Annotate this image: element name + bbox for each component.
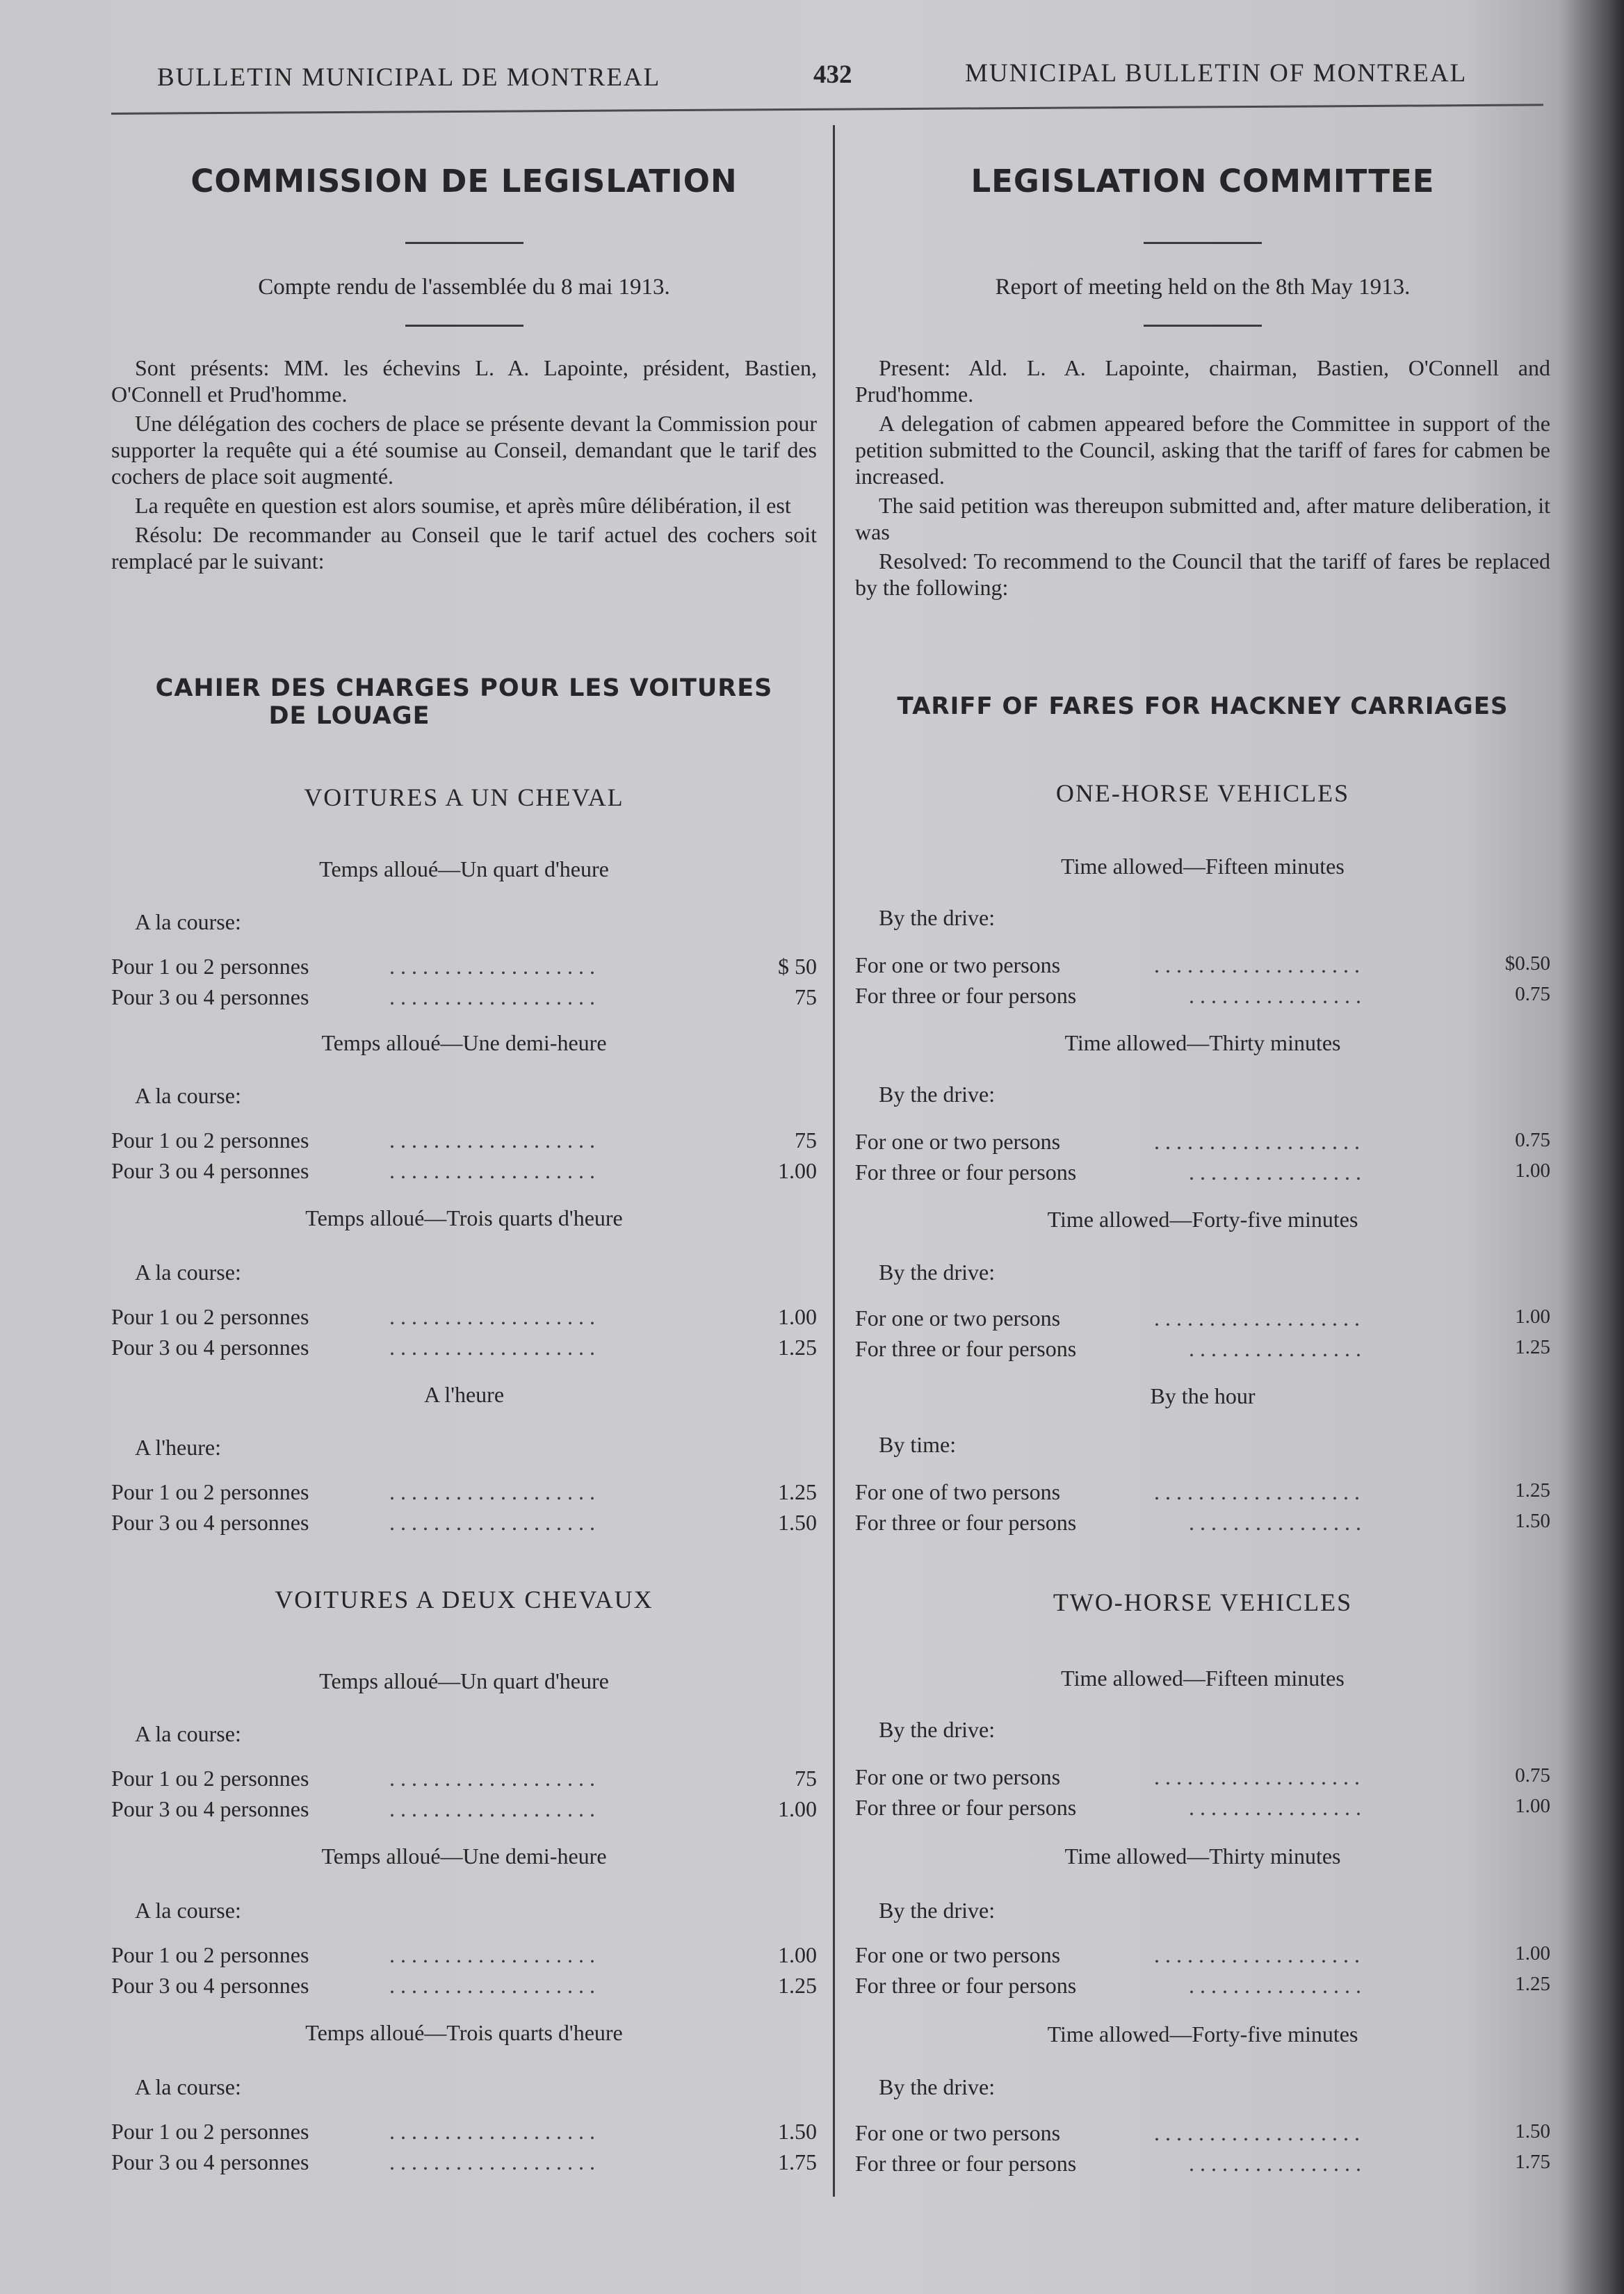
fare-row (111, 1973, 817, 2003)
fare-label: For one or two persons (855, 952, 1061, 977)
by-drive-label: A la course: (135, 2074, 241, 2099)
fare-row (111, 1158, 817, 1189)
leader-dots: ................... (389, 1158, 601, 1183)
fare-value: $ 50 (778, 954, 817, 979)
leader-dots: ................ (1189, 1510, 1367, 1535)
fare-row (855, 1160, 1550, 1190)
leader-dots: ................ (1189, 2151, 1367, 2176)
leader-dots: ................ (1189, 1795, 1367, 1820)
leader-dots: ................... (389, 954, 601, 979)
leader-dots: ................... (1154, 952, 1365, 977)
by-drive-label: By the drive: (879, 1717, 996, 1742)
leader-dots: ................ (1189, 1973, 1367, 1998)
leader-dots: ................... (389, 1304, 601, 1329)
by-drive-label: By the drive: (879, 1898, 996, 1923)
time-allowed-45: Time allowed—Forty-five minutes (1047, 2022, 1358, 2047)
time-allowed-30: Temps alloué—Une demi-heure (321, 1844, 607, 1869)
leader-dots: ................... (389, 1796, 601, 1821)
fare-value: 1.75 (1515, 2151, 1550, 2173)
by-drive-label: A la course: (135, 1083, 241, 1108)
fare-row (111, 1510, 817, 1540)
fare-row (855, 1942, 1550, 1973)
fare-label: For one of two persons (855, 1479, 1061, 1504)
subtitle-rule (405, 325, 523, 327)
fare-row (111, 984, 817, 1015)
title-rule (405, 242, 523, 244)
leader-dots: ................... (1154, 1479, 1365, 1504)
french-subtitle: Compte rendu de l'assemblée du 8 mai 1913. (258, 275, 670, 300)
tariff-heading-line: DE LOUAGE (268, 702, 430, 730)
leader-dots: ................... (389, 1510, 601, 1535)
fare-label: Pour 3 ou 4 personnes (111, 1335, 309, 1360)
leader-dots: ................... (1154, 1305, 1365, 1331)
leader-dots: ................... (389, 1942, 601, 1967)
fare-row (855, 2151, 1550, 2181)
fare-row (855, 1479, 1550, 1510)
fare-value: 75 (795, 984, 817, 1009)
by-time-label: By time: (879, 1432, 957, 1457)
page-number: 432 (813, 60, 852, 89)
fare-value: 1.25 (1515, 1336, 1550, 1358)
by-time-label: A l'heure: (135, 1435, 221, 1460)
fare-row (111, 1942, 817, 1973)
fare-row (855, 1305, 1550, 1336)
fare-value: 0.75 (1515, 983, 1550, 1005)
fare-label: For three or four persons (855, 2151, 1077, 2176)
time-allowed-15: Temps alloué—Un quart d'heure (319, 856, 609, 881)
fare-label: Pour 3 ou 4 personnes (111, 1158, 309, 1183)
fare-row (111, 1128, 817, 1158)
paragraph: A delegation of cabmen appeared before the Committee in support of the petition submitted to the Council, asking that the tariff of fares for cabmen be increased. (855, 411, 1550, 489)
fare-row (111, 1766, 817, 1796)
tariff-heading-line: CAHIER DES CHARGES POUR LES VOITURES (155, 674, 773, 702)
fare-value: 1.50 (778, 2119, 817, 2144)
by-drive-label: By the drive: (879, 905, 996, 930)
fare-value: 75 (795, 1766, 817, 1791)
fare-label: Pour 1 ou 2 personnes (111, 954, 309, 979)
leader-dots: ................... (389, 1766, 601, 1791)
english-minutes (855, 355, 1550, 601)
fare-row (855, 1764, 1550, 1795)
fare-row (855, 1336, 1550, 1367)
leader-dots: ................... (389, 984, 601, 1009)
fare-label: Pour 1 ou 2 personnes (111, 2119, 309, 2144)
fare-row (855, 2120, 1550, 2151)
french-minutes (111, 355, 817, 574)
header-english-title: MUNICIPAL BULLETIN OF MONTREAL (965, 59, 1468, 88)
by-drive-label: A la course: (135, 1721, 241, 1746)
time-allowed-30: Temps alloué—Une demi-heure (321, 1030, 607, 1055)
fare-row (111, 2149, 817, 2180)
paragraph: La requête en question est alors soumise, et après mûre délibération, il est (135, 493, 791, 518)
paragraph: Sont présents: MM. les échevins L. A. Lapointe, président, Bastien, O'Connell et Prud'homme. (111, 355, 817, 407)
fare-row (111, 1304, 817, 1335)
fare-row (855, 1795, 1550, 1825)
fare-label: Pour 1 ou 2 personnes (111, 1304, 309, 1329)
leader-dots: ................... (389, 1335, 601, 1360)
leader-dots: ................... (389, 2119, 601, 2144)
fare-value: 0.75 (1515, 1129, 1550, 1151)
header-rule (111, 104, 1543, 115)
by-the-hour-heading: A l'heure (423, 1382, 505, 1407)
time-allowed-15: Time allowed—Fifteen minutes (1061, 854, 1345, 879)
fare-row (111, 954, 817, 984)
leader-dots: ................... (389, 1128, 601, 1153)
paragraph: The said petition was thereupon submitted and, after mature deliberation, it was (855, 493, 1550, 544)
fare-value: 0.75 (1515, 1764, 1550, 1787)
fare-label: Pour 3 ou 4 personnes (111, 984, 309, 1009)
column-divider (833, 125, 835, 2197)
fare-value: 1.50 (778, 1510, 817, 1535)
fare-label: For one or two persons (855, 1129, 1061, 1154)
time-allowed-30: Time allowed—Thirty minutes (1064, 1844, 1341, 1869)
fare-row (111, 1479, 817, 1510)
time-allowed-15: Time allowed—Fifteen minutes (1061, 1666, 1345, 1691)
fare-value: 75 (795, 1128, 817, 1153)
by-drive-label: By the drive: (879, 1260, 996, 1285)
fare-value: 1.00 (778, 1796, 817, 1821)
fare-label: For three or four persons (855, 1336, 1077, 1361)
english-column (855, 153, 1550, 2176)
fare-label: For one or two persons (855, 2120, 1061, 2145)
fare-row (855, 983, 1550, 1014)
fare-label: For three or four persons (855, 1160, 1077, 1185)
french-tariff-heading (111, 674, 817, 730)
fare-value: 1.50 (1515, 1510, 1550, 1532)
fare-value: 1.25 (1515, 1479, 1550, 1502)
time-allowed-30: Time allowed—Thirty minutes (1064, 1030, 1341, 1055)
fare-value: 1.00 (778, 1304, 817, 1329)
fare-value: 1.75 (778, 2149, 817, 2174)
fare-row (855, 1973, 1550, 2003)
by-the-hour-heading: By the hour (1150, 1383, 1256, 1408)
leader-dots: ................... (1154, 1764, 1365, 1789)
leader-dots: ................ (1189, 1160, 1367, 1185)
fare-label: For three or four persons (855, 1795, 1077, 1820)
fare-value: 1.00 (1515, 1160, 1550, 1182)
fare-row (855, 1510, 1550, 1540)
paragraph: Resolved: To recommend to the Council that the tariff of fares be replaced by the following: (855, 548, 1550, 600)
fare-label: For three or four persons (855, 1973, 1077, 1998)
one-horse-heading: ONE-HORSE VEHICLES (1055, 779, 1350, 807)
by-drive-label: A la course: (135, 909, 241, 934)
by-drive-label: By the drive: (879, 2074, 996, 2099)
leader-dots: ................... (389, 2149, 601, 2174)
fare-row (855, 1129, 1550, 1160)
fare-value: 1.25 (778, 1973, 817, 1998)
leader-dots: ................... (1154, 1942, 1365, 1967)
fare-label: Pour 1 ou 2 personnes (111, 1942, 309, 1967)
fare-label: Pour 1 ou 2 personnes (111, 1128, 309, 1153)
by-drive-label: By the drive: (879, 1082, 996, 1107)
fare-label: Pour 3 ou 4 personnes (111, 1510, 309, 1535)
fare-value: 1.50 (1515, 2120, 1550, 2142)
english-subtitle: Report of meeting held on the 8th May 1913. (995, 275, 1411, 300)
time-allowed-45: Temps alloué—Trois quarts d'heure (305, 1205, 623, 1230)
fare-label: For three or four persons (855, 1510, 1077, 1535)
fare-label: For one or two persons (855, 1764, 1061, 1789)
by-drive-label: A la course: (135, 1898, 241, 1923)
one-horse-heading: VOITURES A UN CHEVAL (304, 783, 624, 811)
fare-label: Pour 3 ou 4 personnes (111, 1973, 309, 1998)
fare-label: Pour 1 ou 2 personnes (111, 1766, 309, 1791)
fare-value: $0.50 (1504, 952, 1550, 975)
subtitle-rule (1144, 325, 1262, 327)
fare-value: 1.00 (1515, 1942, 1550, 1964)
french-title: COMMISSION DE LEGISLATION (190, 163, 738, 200)
two-horse-heading: TWO-HORSE VEHICLES (1053, 1588, 1353, 1616)
english-title: LEGISLATION COMMITTEE (971, 163, 1435, 200)
fare-label: Pour 3 ou 4 personnes (111, 2149, 309, 2174)
paragraph: Present: Ald. L. A. Lapointe, chairman, Bastien, O'Connell and Prud'homme. (855, 355, 1550, 407)
time-allowed-45: Temps alloué—Trois quarts d'heure (305, 2020, 623, 2045)
title-rule (1144, 242, 1262, 244)
fare-label: For three or four persons (855, 983, 1077, 1008)
fare-label: Pour 3 ou 4 personnes (111, 1796, 309, 1821)
header-french-title: BULLETIN MUNICIPAL DE MONTREAL (157, 63, 661, 92)
fare-label: Pour 1 ou 2 personnes (111, 1479, 309, 1504)
time-allowed-45: Time allowed—Forty-five minutes (1047, 1207, 1358, 1232)
time-allowed-15: Temps alloué—Un quart d'heure (319, 1668, 609, 1693)
fare-label: For one or two persons (855, 1942, 1061, 1967)
fare-row (855, 952, 1550, 983)
running-header (111, 56, 1516, 97)
fare-row (111, 1796, 817, 1827)
paragraph: Une délégation des cochers de place se présente devant la Commission pour supporter la requête qui a été soumise au Conseil, demandant que le tarif des cochers de place soit augmenté. (111, 411, 817, 489)
fare-row (111, 1335, 817, 1365)
fare-label: For one or two persons (855, 1305, 1061, 1331)
leader-dots: ................ (1189, 1336, 1367, 1361)
paragraph: Résolu: De recommander au Conseil que le tarif actuel des cochers soit remplacé par le suivant: (111, 522, 817, 574)
fare-value: 1.00 (1515, 1795, 1550, 1817)
fare-value: 1.25 (778, 1335, 817, 1360)
fare-value: 1.00 (1515, 1305, 1550, 1328)
fare-value: 1.25 (778, 1479, 817, 1504)
fare-value: 1.25 (1515, 1973, 1550, 1995)
french-column (111, 153, 817, 2174)
fare-value: 1.00 (778, 1158, 817, 1183)
fare-row (111, 2119, 817, 2149)
leader-dots: ................... (389, 1973, 601, 1998)
english-tariff-heading: TARIFF OF FARES FOR HACKNEY CARRIAGES (897, 692, 1509, 720)
leader-dots: ................... (389, 1479, 601, 1504)
leader-dots: ................... (1154, 2120, 1365, 2145)
leader-dots: ................... (1154, 1129, 1365, 1154)
two-horse-heading: VOITURES A DEUX CHEVAUX (275, 1586, 653, 1613)
leader-dots: ................ (1189, 983, 1367, 1008)
by-drive-label: A la course: (135, 1260, 241, 1285)
fare-value: 1.00 (778, 1942, 817, 1967)
